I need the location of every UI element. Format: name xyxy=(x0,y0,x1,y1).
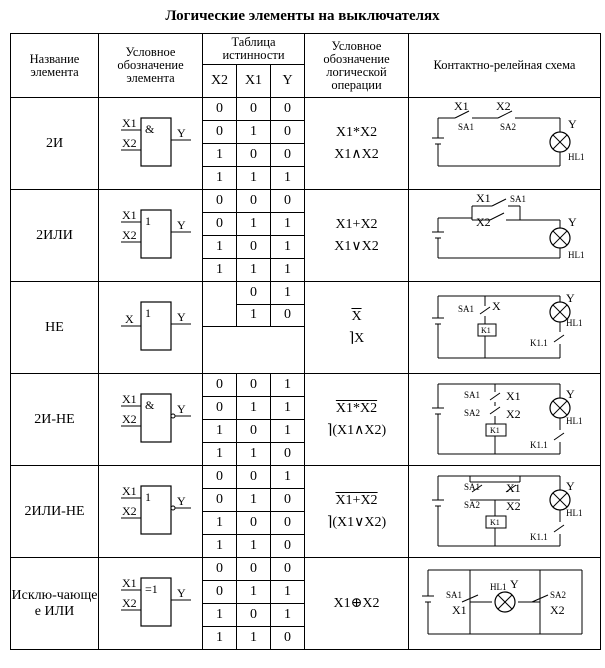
truth-row xyxy=(11,190,601,213)
header-name: Название элемента xyxy=(11,34,99,98)
gate-symbol xyxy=(101,480,201,540)
output-label: Y xyxy=(176,310,186,324)
switch-icon xyxy=(490,393,500,400)
operation-cell xyxy=(305,98,409,190)
header-col-x2: X2 xyxy=(203,65,237,98)
truth-cell: 0 xyxy=(237,558,271,581)
truth-cell: 1 xyxy=(203,443,237,466)
switch-id-sa2: SA2 xyxy=(463,500,480,510)
header-circuit: Контактно-релейная схема xyxy=(409,34,601,98)
gate-sign: 1 xyxy=(144,490,151,504)
lamp-id-hl1: HL1 xyxy=(565,416,582,426)
truth-cell: 0 xyxy=(237,604,271,627)
input-label-2: X2 xyxy=(121,136,137,150)
relay-label-k1: K1 xyxy=(489,426,500,435)
input-label-1: X1 xyxy=(121,484,137,498)
truth-row xyxy=(11,466,601,489)
element-symbol-cell xyxy=(99,466,203,558)
operation-cell xyxy=(305,558,409,650)
switch-label-x2: X2 xyxy=(505,407,521,421)
element-name: 2И-НЕ xyxy=(11,374,99,466)
lamp-id-hl1: HL1 xyxy=(565,508,582,518)
truth-row xyxy=(11,98,601,121)
truth-cell: 1 xyxy=(237,304,271,327)
operation-formula: X1*X2 xyxy=(335,124,378,140)
truth-cell: 0 xyxy=(237,144,271,167)
relay-circuit xyxy=(410,466,600,554)
element-name: 2И xyxy=(11,98,99,190)
truth-cell: 1 xyxy=(203,167,237,190)
truth-cell: 1 xyxy=(271,604,305,627)
truth-cell: 1 xyxy=(271,282,305,305)
circuit-cell xyxy=(409,558,601,650)
lamp-id-hl1: HL1 xyxy=(567,250,584,260)
truth-row xyxy=(11,282,601,305)
truth-cell: 1 xyxy=(271,374,305,397)
truth-cell: 0 xyxy=(237,512,271,535)
operation-cell xyxy=(305,282,409,374)
truth-row xyxy=(11,558,601,581)
truth-cell: 1 xyxy=(237,535,271,558)
lamp-label-y: Y xyxy=(565,291,575,305)
input-label-2: X2 xyxy=(121,504,137,518)
truth-cell: 0 xyxy=(271,535,305,558)
truth-empty xyxy=(203,282,237,305)
truth-cell: 0 xyxy=(203,397,237,420)
operation-formula-alt: X1∨X2 xyxy=(334,238,379,254)
truth-cell: 0 xyxy=(271,98,305,121)
truth-cell: 0 xyxy=(203,374,237,397)
relay-contact-k11: K1.1 xyxy=(529,440,548,450)
truth-cell: 0 xyxy=(237,282,271,305)
header-col-y: Y xyxy=(271,65,305,98)
switch-id-sa2: SA2 xyxy=(549,590,566,600)
relay-label-k1: K1 xyxy=(480,326,491,335)
element-symbol-cell xyxy=(99,558,203,650)
truth-cell: 0 xyxy=(271,627,305,650)
inverter-bubble xyxy=(171,414,175,418)
switch-label-x1: X1 xyxy=(451,603,467,617)
relay-circuit xyxy=(410,98,600,186)
gate-symbol xyxy=(101,388,201,448)
element-symbol-cell xyxy=(99,282,203,374)
truth-cell: 1 xyxy=(237,121,271,144)
truth-cell: 1 xyxy=(203,535,237,558)
switch-label-x1: X1 xyxy=(475,191,491,205)
truth-cell: 0 xyxy=(203,190,237,213)
truth-empty xyxy=(203,327,305,374)
gate-sign: 1 xyxy=(144,214,151,228)
truth-cell: 0 xyxy=(203,489,237,512)
truth-cell: 0 xyxy=(203,581,237,604)
switch-label-x2: X2 xyxy=(495,99,511,113)
truth-cell: 1 xyxy=(237,167,271,190)
truth-cell: 0 xyxy=(271,489,305,512)
gate-sign: & xyxy=(144,122,154,136)
truth-cell: 0 xyxy=(203,121,237,144)
switch-label-x2: X2 xyxy=(475,215,491,229)
truth-cell: 1 xyxy=(203,512,237,535)
operation-formula: $\overline{X}$ xyxy=(351,308,362,324)
switch-id-sa1: SA1 xyxy=(463,390,480,400)
truth-cell: 0 xyxy=(237,98,271,121)
header-truth-table: Таблица истинности xyxy=(203,34,305,65)
truth-cell: 0 xyxy=(237,190,271,213)
truth-cell: 1 xyxy=(237,627,271,650)
switch-id-sa1: SA1 xyxy=(457,122,474,132)
operation-formula-alt: ⌉(X1∨X2) xyxy=(326,514,387,530)
lamp-id-hl1: HL1 xyxy=(567,152,584,162)
operation-formula-alt: X1∧X2 xyxy=(334,146,379,162)
truth-cell: 1 xyxy=(203,144,237,167)
circuit-cell xyxy=(409,282,601,374)
truth-cell: 1 xyxy=(271,420,305,443)
lamp-id-hl1: HL1 xyxy=(489,582,506,592)
truth-cell: 0 xyxy=(271,443,305,466)
gate-symbol xyxy=(101,204,201,264)
relay-circuit xyxy=(410,282,600,370)
lamp-id-hl1: HL1 xyxy=(565,318,582,328)
truth-cell: 1 xyxy=(203,604,237,627)
circuit-cell xyxy=(409,98,601,190)
switch-icon xyxy=(554,433,564,440)
truth-cell: 1 xyxy=(237,259,271,282)
operation-cell xyxy=(305,190,409,282)
truth-cell: 1 xyxy=(237,443,271,466)
truth-cell: 0 xyxy=(271,512,305,535)
operation-formula: X1+X2 xyxy=(335,492,378,508)
output-label: Y xyxy=(176,126,186,140)
input-label-2: X2 xyxy=(121,412,137,426)
switch-label-x2: X2 xyxy=(505,499,521,513)
truth-row xyxy=(11,374,601,397)
gate-sign: 1 xyxy=(144,306,151,320)
switch-icon xyxy=(480,307,490,314)
element-name: Исклю-чающее ИЛИ xyxy=(11,558,99,650)
switch-icon xyxy=(490,213,504,220)
circuit-cell xyxy=(409,374,601,466)
operation-formula: X1*X2 xyxy=(335,400,378,416)
input-label-1: X1 xyxy=(121,116,137,130)
switch-icon xyxy=(492,199,506,206)
relay-circuit xyxy=(410,374,600,462)
element-symbol-cell xyxy=(99,190,203,282)
switch-id-sa2: SA2 xyxy=(499,122,516,132)
relay-contact-k11: K1.1 xyxy=(529,532,548,542)
truth-cell: 1 xyxy=(237,397,271,420)
truth-cell: 1 xyxy=(271,581,305,604)
input-label-2: X2 xyxy=(121,596,137,610)
output-label: Y xyxy=(176,218,186,232)
header-operation: Условное обозначение логической операции xyxy=(305,34,409,98)
page-title: Логические элементы на выключателях xyxy=(165,8,440,24)
truth-cell: 1 xyxy=(271,259,305,282)
output-label: Y xyxy=(176,586,186,600)
gate-symbol xyxy=(101,112,201,172)
switch-label-x1: X1 xyxy=(505,389,521,403)
lamp-label-y: Y xyxy=(509,577,519,591)
truth-cell: 1 xyxy=(271,236,305,259)
truth-cell: 1 xyxy=(271,466,305,489)
input-label-1: X1 xyxy=(121,576,137,590)
switch-icon xyxy=(490,407,500,414)
truth-cell: 0 xyxy=(237,420,271,443)
truth-cell: 0 xyxy=(237,236,271,259)
lamp-label-y: Y xyxy=(565,479,575,493)
switch-label-x1: X1 xyxy=(505,481,521,495)
truth-cell: 1 xyxy=(203,259,237,282)
truth-cell: 0 xyxy=(237,374,271,397)
relay-label-k1: K1 xyxy=(489,518,500,527)
switch-id-sa1: SA1 xyxy=(457,304,474,314)
lamp-label-y: Y xyxy=(565,387,575,401)
operation-formula-alt: ⌉(X1∧X2) xyxy=(326,422,387,438)
logic-elements-table xyxy=(10,33,601,650)
circuit-cell xyxy=(409,190,601,282)
switch-label-x: X xyxy=(491,299,501,313)
relay-contact-k11: K1.1 xyxy=(529,338,548,348)
output-label: Y xyxy=(176,494,186,508)
switch-label-x2: X2 xyxy=(549,603,565,617)
truth-cell: 0 xyxy=(271,558,305,581)
truth-cell: 0 xyxy=(203,558,237,581)
truth-cell: 1 xyxy=(203,420,237,443)
truth-cell: 1 xyxy=(203,236,237,259)
truth-cell: 1 xyxy=(203,627,237,650)
truth-cell: 0 xyxy=(203,213,237,236)
truth-cell: 1 xyxy=(237,213,271,236)
element-name: 2ИЛИ-НЕ xyxy=(11,466,99,558)
truth-cell: 0 xyxy=(271,304,305,327)
header-col-x1: X1 xyxy=(237,65,271,98)
switch-label-x1: X1 xyxy=(453,99,469,113)
switch-id-sa2: SA2 xyxy=(463,408,480,418)
gate-sign: =1 xyxy=(144,582,158,596)
element-symbol-cell xyxy=(99,374,203,466)
operation-cell xyxy=(305,466,409,558)
truth-empty xyxy=(203,304,237,327)
switch-id-sa1: SA1 xyxy=(445,590,462,600)
switch-id-sa1: SA1 xyxy=(509,194,526,204)
truth-cell: 1 xyxy=(271,213,305,236)
element-name: НЕ xyxy=(11,282,99,374)
truth-cell: 0 xyxy=(271,144,305,167)
output-label: Y xyxy=(176,402,186,416)
element-name: 2ИЛИ xyxy=(11,190,99,282)
input-label-1: X1 xyxy=(121,208,137,222)
relay-circuit xyxy=(410,558,600,646)
truth-cell: 0 xyxy=(271,121,305,144)
truth-cell: 0 xyxy=(203,466,237,489)
input-label: X xyxy=(124,312,134,326)
gate-sign: & xyxy=(144,398,154,412)
header-row xyxy=(11,34,601,65)
operation-formula: X1⊕X2 xyxy=(333,595,380,611)
operation-formula-alt: ⌉X xyxy=(348,330,365,346)
truth-cell: 1 xyxy=(237,581,271,604)
element-symbol-cell xyxy=(99,98,203,190)
truth-cell: 0 xyxy=(237,466,271,489)
input-label-2: X2 xyxy=(121,228,137,242)
truth-cell: 1 xyxy=(237,489,271,512)
truth-cell: 0 xyxy=(271,190,305,213)
relay-circuit xyxy=(410,190,600,278)
truth-cell: 1 xyxy=(271,167,305,190)
lamp-label-y: Y xyxy=(567,117,577,131)
header-symbol: Условное обозначение элемента xyxy=(99,34,203,98)
truth-cell: 1 xyxy=(271,397,305,420)
input-label-1: X1 xyxy=(121,392,137,406)
switch-id-sa1: SA1 xyxy=(463,482,480,492)
truth-cell: 0 xyxy=(203,98,237,121)
circuit-cell xyxy=(409,466,601,558)
inverter-bubble xyxy=(171,506,175,510)
switch-icon xyxy=(554,335,564,342)
switch-icon xyxy=(554,525,564,532)
gate-symbol xyxy=(101,296,201,356)
operation-formula: X1+X2 xyxy=(335,216,378,232)
gate-symbol xyxy=(101,572,201,632)
lamp-label-y: Y xyxy=(567,215,577,229)
operation-cell xyxy=(305,374,409,466)
